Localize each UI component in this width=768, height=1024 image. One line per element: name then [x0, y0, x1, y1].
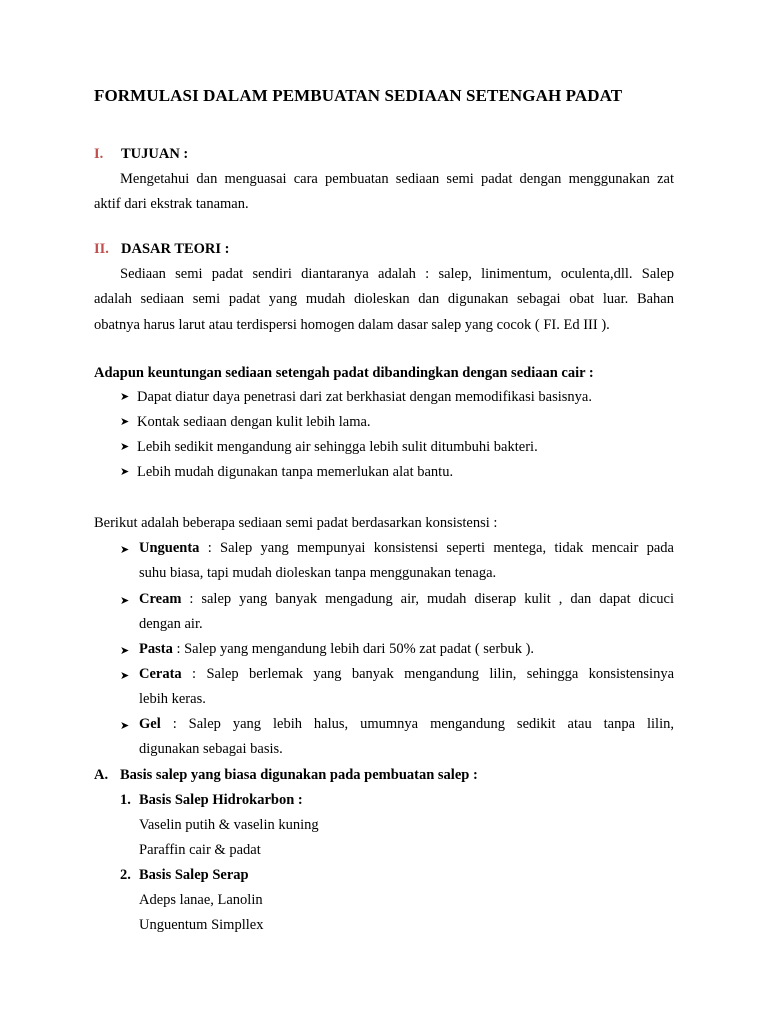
list-item: Cream : salep yang banyak mengadung air, mudah diserap kulit , dan dapat dicuci: [139, 591, 674, 607]
list-item: ➤ Lebih mudah digunakan tanpa memerlukan alat bantu.: [120, 464, 454, 480]
consistency-intro: Berikut adalah beberapa sediaan semi padat berdasarkan konsistensi :: [94, 515, 498, 531]
arrowhead-right-icon: ➤: [120, 544, 130, 556]
numbered-heading: 1. Basis Salep Hidrokarbon :: [120, 792, 303, 808]
list-item: Cerata : Salep berlemak yang banyak mengandung lilin, sehingga konsistensinya: [139, 666, 675, 682]
list-item: ➤ Dapat diatur daya penetrasi dari zat berkhasiat dengan memodifikasi basisnya.: [120, 389, 592, 405]
list-item: ➤ Kontak sediaan dengan kulit lebih lama.: [120, 414, 371, 430]
arrowhead-right-icon: ➤: [120, 416, 130, 428]
section-dasar-teori-heading: [94, 241, 230, 258]
paragraph-line: Mengetahui dan menguasai cara pembuatan sediaan semi padat dengan menggunakan zat: [120, 171, 674, 187]
arrowhead-right-icon: ➤: [120, 391, 130, 403]
list-item: Unguenta : Salep yang mempunyai konsistensi seperti mentega, tidak mencair pada: [139, 540, 674, 556]
arrowhead-right-icon: ➤: [120, 441, 130, 453]
list-item: ➤ Lebih sedikit mengandung air sehingga lebih sulit ditumbuhi bakteri.: [120, 439, 538, 455]
list-item-continuation: lebih keras.: [139, 691, 206, 707]
arrowhead-right-icon: ➤: [120, 670, 130, 682]
list-item-continuation: digunakan sebagai basis.: [139, 741, 283, 757]
arrowhead-right-icon: ➤: [120, 595, 130, 607]
list-item: Paraffin cair & padat: [139, 842, 261, 858]
list-item-continuation: suhu biasa, tapi mudah dioleskan tanpa menggunakan tenaga.: [139, 565, 497, 581]
list-item: Pasta : Salep yang mengandung lebih dari 50% zat padat ( serbuk ).: [139, 641, 535, 657]
paragraph-line: adalah sediaan semi padat yang mudah dioleskan dan digunakan sebagai obat luar. Bahan: [94, 291, 674, 307]
list-item-continuation: dengan air.: [139, 616, 203, 632]
numbered-heading: 2. Basis Salep Serap: [120, 867, 249, 883]
paragraph-line: obatnya harus larut atau terdispersi homogen dalam dasar salep yang cocok ( FI. Ed III ).: [94, 317, 610, 333]
section-letter: A.: [94, 767, 109, 783]
arrowhead-right-icon: ➤: [120, 720, 130, 732]
arrowhead-right-icon: ➤: [120, 466, 130, 478]
page-title: FORMULASI DALAM PEMBUATAN SEDIAAN SETENGAH PADAT: [94, 86, 623, 105]
paragraph-line: aktif dari ekstrak tanaman.: [94, 196, 249, 212]
advantages-heading: Adapun keuntungan sediaan setengah padat dibandingkan dengan sediaan cair :: [94, 365, 594, 381]
paragraph-line: Sediaan semi padat sendiri diantaranya adalah : salep, linimentum, oculenta,dll. Salep: [120, 266, 674, 282]
section-a-heading: [94, 767, 478, 784]
list-item: Adeps lanae, Lanolin: [139, 892, 263, 908]
section-heading-text: DASAR TEORI :: [121, 241, 230, 257]
section-heading-text: TUJUAN :: [121, 146, 189, 162]
section-heading-text: Basis salep yang biasa digunakan pada pembuatan salep :: [120, 767, 478, 783]
list-item: Gel : Salep yang lebih halus, umumnya mengandung sedikit atau tanpa lilin,: [139, 716, 674, 732]
list-item: Vaselin putih & vaselin kuning: [139, 817, 319, 833]
arrowhead-right-icon: ➤: [120, 645, 130, 657]
section-tujuan-heading: [94, 146, 188, 163]
section-number: II.: [94, 241, 109, 257]
list-item: Unguentum Simpllex: [139, 917, 264, 933]
section-number: I.: [94, 146, 104, 162]
